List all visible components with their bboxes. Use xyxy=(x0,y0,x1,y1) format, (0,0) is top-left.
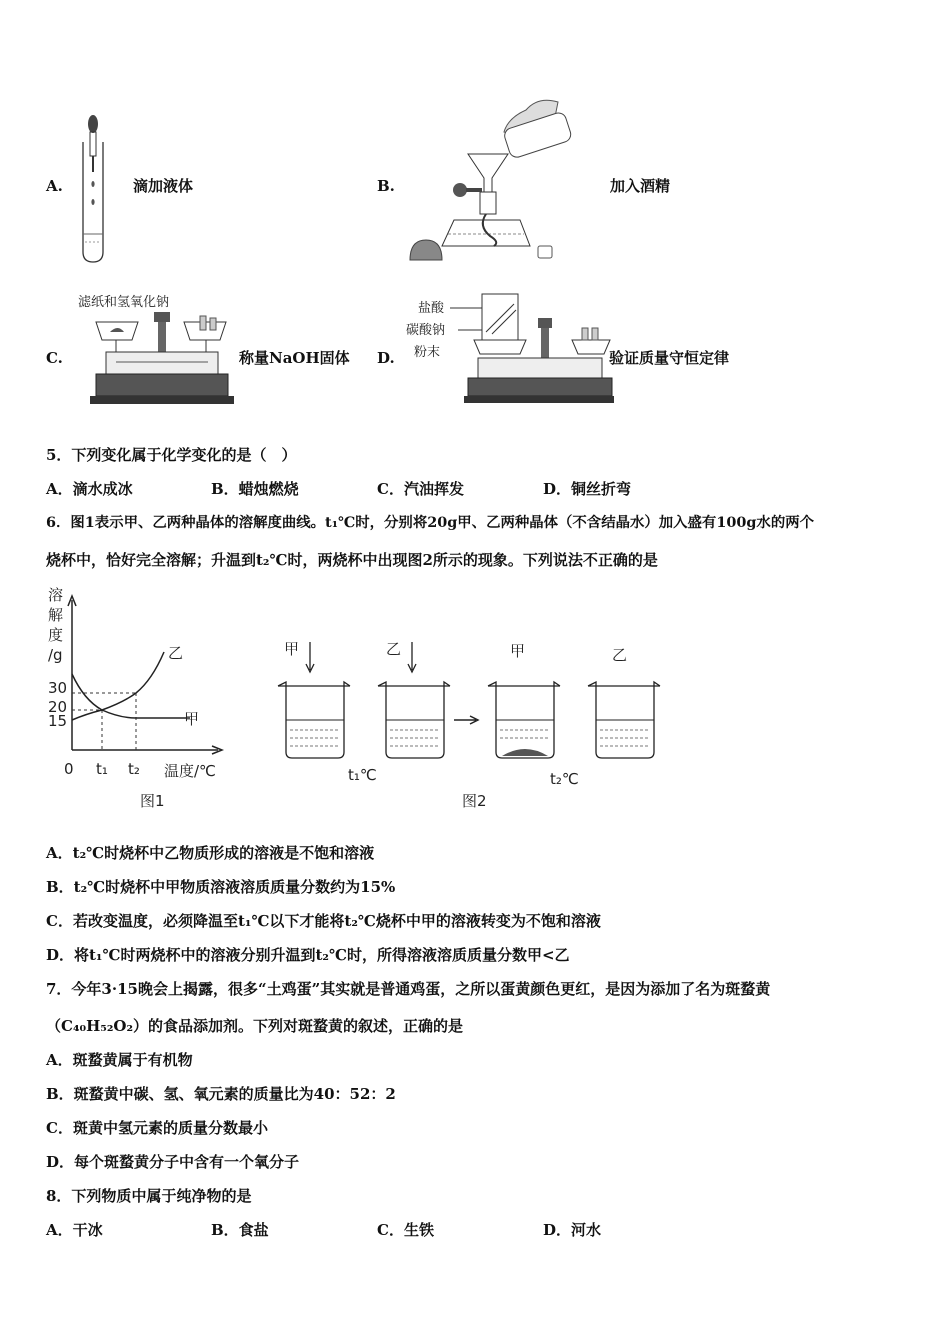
beaker-3 xyxy=(488,682,560,758)
balance-naoh-figure xyxy=(78,282,238,406)
y-axis-label-1: 溶 xyxy=(48,586,64,604)
q5-option-d: D．铜丝折弯 xyxy=(543,480,632,498)
q4-option-b-text: 加入酒精 xyxy=(610,177,671,195)
q6-option-d: D．将t₁℃时两烧杯中的溶液分别升温到t₂℃时，所得溶液溶质质量分数甲<乙 xyxy=(46,946,570,964)
q7-option-b: B．斑蝥黄中碳、氢、氧元素的质量比为40：52：2 xyxy=(46,1085,396,1103)
alcohol-lamp-funnel-figure xyxy=(408,96,578,268)
q5-stem: 5．下列变化属于化学变化的是（ ） xyxy=(46,446,297,464)
beaker-4 xyxy=(588,682,660,758)
curve-label-yi: 乙 xyxy=(168,644,184,662)
solubility-curve-chart xyxy=(40,582,240,814)
y-tick-30: 30 xyxy=(48,679,68,697)
beaker3-label: 甲 xyxy=(510,642,526,660)
heating-arrow xyxy=(454,716,478,724)
d-figure-label-carbonate: 碳酸钠 xyxy=(406,323,446,338)
q7-option-a: A．斑蝥黄属于有机物 xyxy=(46,1051,193,1069)
q4-option-d-text: 验证质量守恒定律 xyxy=(609,349,730,367)
q8-stem: 8．下列物质中属于纯净物的是 xyxy=(46,1187,252,1205)
y-axis-label-3: 度 xyxy=(48,626,64,644)
q6-option-a: A．t₂℃时烧杯中乙物质形成的溶液是不饱和溶液 xyxy=(46,844,375,862)
q8-option-a: A．干冰 xyxy=(46,1221,103,1239)
figure1-caption: 图1 xyxy=(140,792,165,810)
q7-stem-line1: 7．今年3·15晚会上揭露，很多“土鸡蛋”其实就是普通鸡蛋，之所以蛋黄颜色更红，是因为添加了名为斑蝥黄 xyxy=(46,980,771,998)
q7-option-c: C．斑黄中氢元素的质量分数最小 xyxy=(46,1119,268,1137)
q4-option-c-letter: C. xyxy=(46,349,63,367)
x-tick-0: 0 xyxy=(64,760,74,778)
beakers-figure xyxy=(272,632,672,814)
q8-option-b: B．食盐 xyxy=(211,1221,269,1239)
q4-option-b-letter: B. xyxy=(377,177,395,195)
q5-option-c: C．汽油挥发 xyxy=(377,480,464,498)
q6-option-c: C．若改变温度，必须降温至t₁℃以下才能将t₂℃烧杯中甲的溶液转变为不饱和溶液 xyxy=(46,912,601,930)
beaker-2 xyxy=(378,682,450,758)
temp-label-t1: t₁℃ xyxy=(348,766,377,784)
y-tick-15: 15 xyxy=(48,712,68,730)
q8-option-d: D．河水 xyxy=(543,1221,602,1239)
y-tick-20: 20 xyxy=(48,698,68,716)
q7-option-d: D．每个斑蝥黄分子中含有一个氧分子 xyxy=(46,1153,300,1171)
q4-option-a-letter: A. xyxy=(46,177,63,195)
beaker1-label: 甲 xyxy=(284,640,300,658)
q4-option-a-text: 滴加液体 xyxy=(133,177,194,195)
x-tick-t2: t₂ xyxy=(128,760,140,778)
d-figure-label-acid: 盐酸 xyxy=(418,301,445,316)
balance-mass-conservation-figure xyxy=(402,288,614,404)
y-axis-label-4: /g xyxy=(48,646,63,664)
q5-option-b: B．蜡烛燃烧 xyxy=(211,480,299,498)
temp-label-t2: t₂℃ xyxy=(550,770,579,788)
d-figure-label-powder: 粉末 xyxy=(414,345,441,360)
crystal-precipitate xyxy=(502,749,548,756)
q6-option-b: B．t₂℃时烧杯中甲物质溶液溶质质量分数约为15% xyxy=(46,878,396,896)
q6-stem-line2: 烧杯中，恰好完全溶解；升温到t₂℃时，两烧杯中出现图2所示的现象。下列说法不正确的是 xyxy=(46,551,658,569)
x-tick-t1: t₁ xyxy=(96,760,108,778)
x-axis-label: 温度/℃ xyxy=(164,762,216,780)
q8-option-c: C．生铁 xyxy=(377,1221,434,1239)
q4-option-c-text: 称量NaOH固体 xyxy=(239,349,350,367)
y-axis-label-2: 解 xyxy=(48,606,64,624)
beaker4-label: 乙 xyxy=(612,646,628,664)
beaker2-label: 乙 xyxy=(386,640,402,658)
q4-option-d-letter: D. xyxy=(377,349,395,367)
c-figure-label: 滤纸和氢氧化钠 xyxy=(78,295,170,310)
curve-label-jia: 甲 xyxy=(184,710,200,728)
q5-option-a: A．滴水成冰 xyxy=(46,480,133,498)
q7-stem-line2: （C₄₀H₅₂O₂）的食品添加剂。下列对斑蝥黄的叙述，正确的是 xyxy=(46,1017,464,1035)
q6-stem-line1: 6．图1表示甲、乙两种晶体的溶解度曲线。t₁℃时，分别将20g甲、乙两种晶体（不含结晶水）加入盛有100g水的两个 xyxy=(46,514,814,531)
beaker-1 xyxy=(278,682,350,758)
dropper-test-tube-figure xyxy=(74,112,114,264)
figure2-caption: 图2 xyxy=(462,792,487,810)
